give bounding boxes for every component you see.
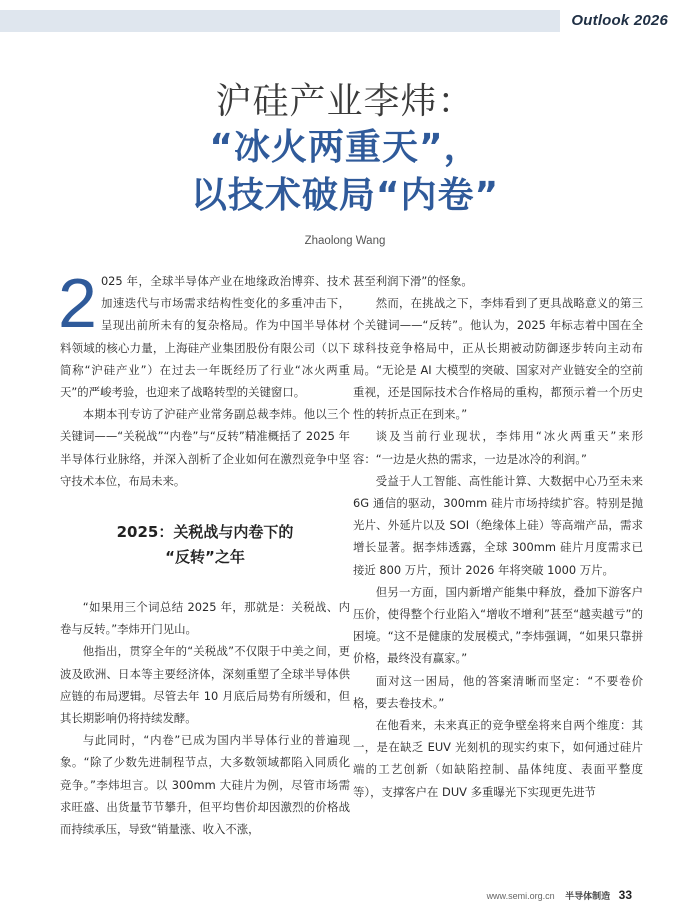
paragraph: 然而，在挑战之下，李炜看到了更具战略意义的第三个关键词——“反转”。他认为，2025 年标志着中国在全球科技竞争格局中，正从长期被动防御逐步转向主动布局。“无论是 AI 大模型的突破、国家对产业链安全的空前重视，还是国际技术合作格局的重构，都预示着一个历史性的转折点正在到来。”: [353, 296, 643, 422]
footer-magazine: 半导体制造: [565, 891, 611, 901]
drop-cap: 2: [58, 264, 97, 342]
author-byline: Zhaolong Wang: [304, 235, 386, 247]
paragraph: 谈及当前行业现状，李炜用“冰火两重天”来形容：“一边是火热的需求，一边是冰冷的利润。”: [353, 429, 643, 466]
section-label: Outlook 2026: [571, 12, 668, 29]
title-line-2: “冰火两重天”，: [209, 127, 481, 168]
section-heading: [60, 520, 350, 570]
paragraph: 他指出，贯穿全年的“关税战”不仅限于中美之间，更波及欧洲、日本等主要经济体，深刻重塑了全球半导体供应链的布局逻辑。尽管去年 10 月底后局势有所缓和，但其长期影响仍将持续发酵。: [60, 644, 350, 726]
paragraph: 本期本刊专访了沪硅产业常务副总裁李炜。他以三个关键词——“关税战”“内卷”与“反转”精准概括了 2025 年半导体行业脉络，并深入剖析了企业如何在激烈竞争中坚守技术本位，布局未来。: [60, 407, 350, 488]
paragraph: 受益于人工智能、高性能计算、大数据中心乃至未来 6G 通信的驱动，300mm 硅片市场持续扩容。特别是抛光片、外延片以及 SOI（绝缘体上硅）等高端产品，需求增长显著。据李炜透露，全球 300mm 硅片月度需求已接近 800 万片，预计 2026 年将突破 1000 万片。: [353, 473, 643, 577]
paragraph: “如果用三个词总结 2025 年，那就是：关税战、内卷与反转。”李炜开门见山。: [60, 600, 350, 637]
paragraph: 甚至利润下滑”的怪象。: [353, 274, 473, 288]
page-footer: [487, 888, 632, 902]
intro-paragraph: [58, 264, 350, 403]
page-number: 33: [618, 888, 632, 902]
section-heading-line-1: 2025：关税战与内卷下的: [116, 523, 294, 542]
paragraph: 但另一方面，国内新增产能集中释放，叠加下游客户压价，使得整个行业陷入“增收不增利”甚至“越卖越亏”的困境。“这不是健康的发展模式，”李炜强调，“如果只靠拼价格，最终没有赢家。”: [353, 584, 643, 666]
right-column: [353, 270, 643, 803]
article-title: [0, 80, 690, 220]
section-heading-line-2: “反转”之年: [165, 548, 245, 567]
title-line-3: 以技术破局“内卷”: [190, 175, 500, 216]
paragraph: 在他看来，未来真正的竞争壁垒将来自两个维度：其一，是在缺乏 EUV 光刻机的现实约束下，如何通过硅片端的工艺创新（如缺陷控制、晶体纯度、表面平整度等），支撑客户在 DUV 多重曝光下实现更先进节: [353, 718, 643, 799]
paragraph: 与此同时，“内卷”已成为国内半导体行业的普遍现象。“除了少数先进制程节点，大多数领域都陷入同质化竞争。”李炜坦言。以 300mm 大硅片为例，尽管市场需求旺盛、出货量节节攀升，但平均售价却因激烈的价格战而持续承压，导致“销量涨、收入不涨，: [60, 733, 350, 837]
title-line-1: 沪硅产业李炜：: [215, 81, 475, 122]
footer-url: www.semi.org.cn: [486, 891, 555, 901]
intro-text: 025 年，全球半导体产业在地缘政治博弈、技术加速迭代与市场需求结构性变化的多重冲击下，呈现出前所未有的复杂格局。作为中国半导体材料领域的核心力量，上海硅产业集团股份有限公司（以下简称“沪硅产业”）在过去一年既经历了行业“冰火两重天”的严峻考验，也迎来了战略转型的关键窗口。: [60, 274, 350, 400]
header-band: [0, 10, 560, 32]
left-column: [58, 264, 350, 840]
paragraph: 面对这一困局，他的答案清晰而坚定：“不要卷价格，要去卷技术。”: [353, 673, 643, 710]
